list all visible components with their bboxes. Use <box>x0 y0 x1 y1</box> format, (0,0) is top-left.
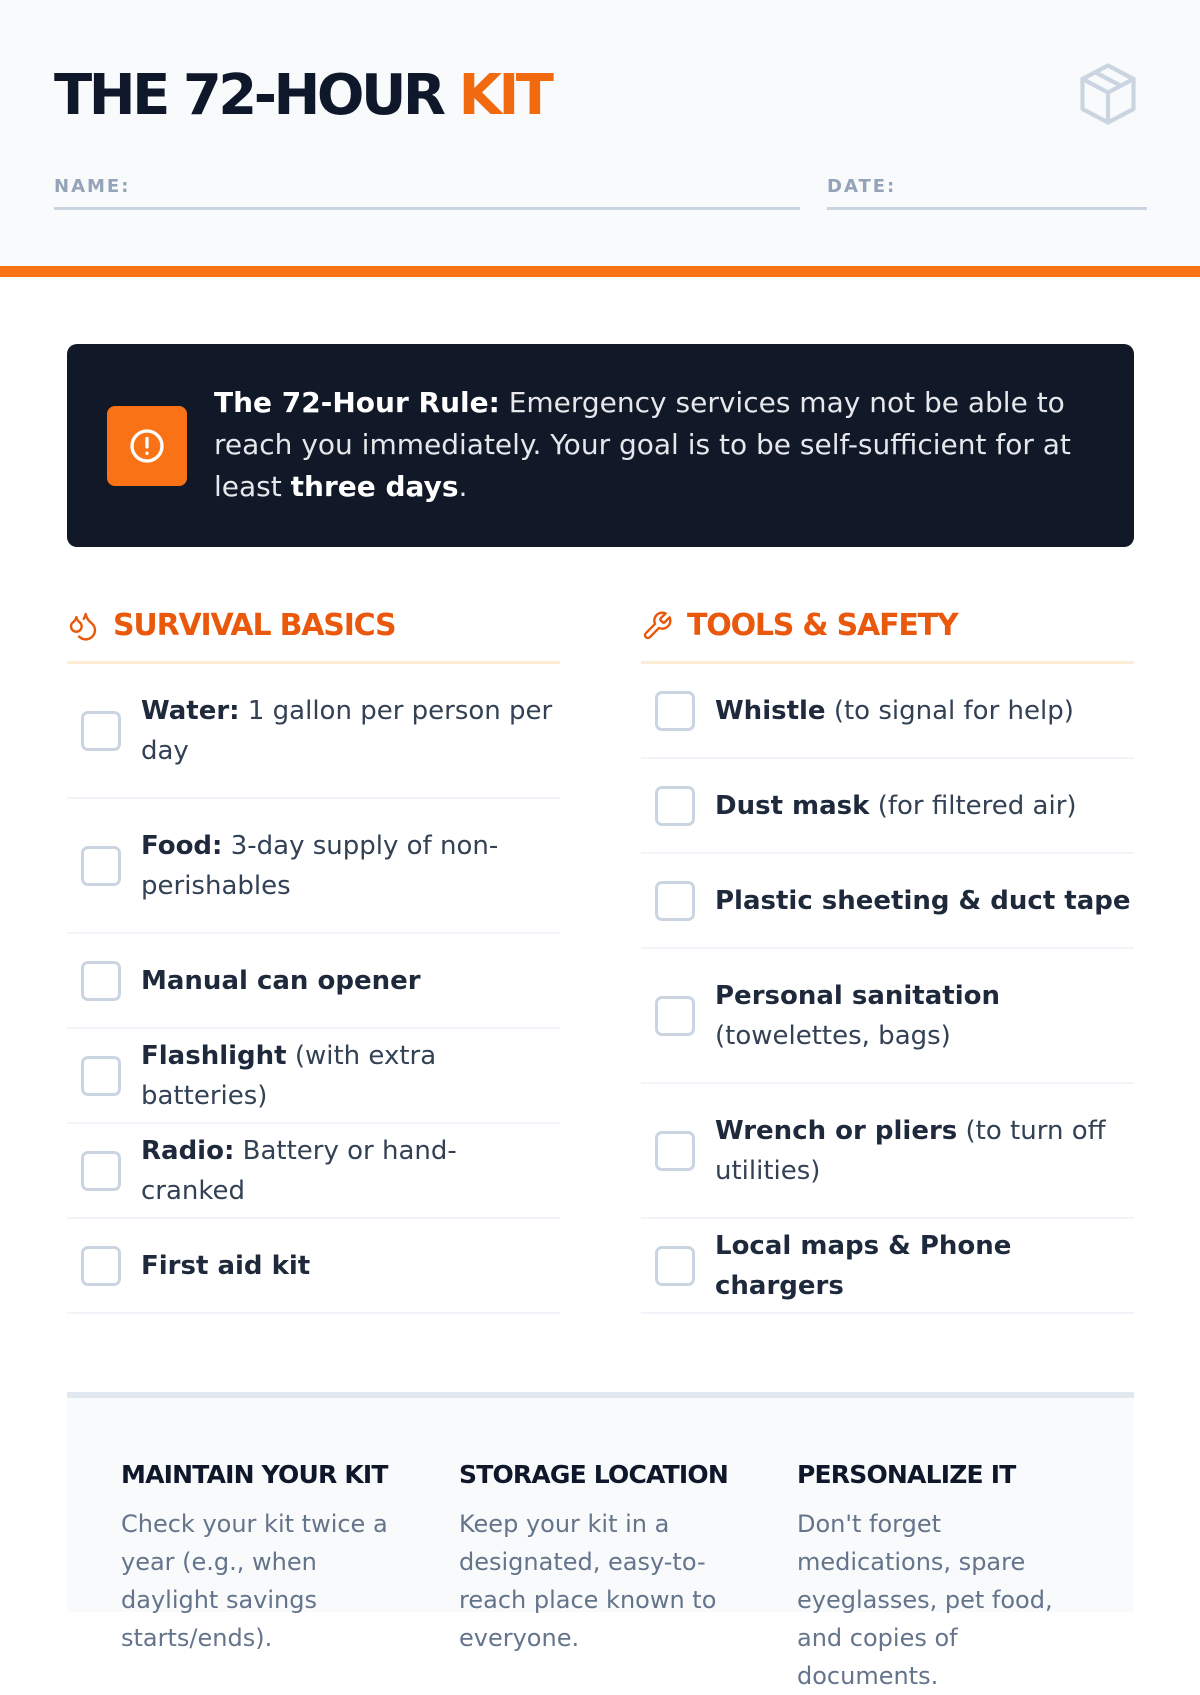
water-drops-icon <box>67 610 99 642</box>
checkbox[interactable] <box>655 691 695 731</box>
date-field[interactable] <box>827 207 1147 210</box>
alert-text <box>214 382 1094 508</box>
tip-title: MAINTAIN YOUR KIT <box>121 1460 388 1489</box>
item-detail: (to signal for help) <box>825 695 1074 726</box>
item-detail: (to turn off utilities) <box>715 1115 1106 1186</box>
item-text <box>715 691 1074 731</box>
wrench-icon <box>641 610 673 642</box>
tip-body: Don't forget medications, spare eyeglasses, pet food, and copies of documents. <box>797 1510 1053 1690</box>
checkbox[interactable] <box>655 1131 695 1171</box>
section-survival-basics <box>67 596 560 1314</box>
footer-tips <box>67 1392 1134 1690</box>
item-label: Radio: <box>141 1135 235 1166</box>
checklist-item <box>641 664 1134 759</box>
section-title: SURVIVAL BASICS <box>113 608 396 643</box>
item-label: Whistle <box>715 695 826 726</box>
tip-title: STORAGE LOCATION <box>459 1460 728 1489</box>
checkbox[interactable] <box>81 1246 121 1286</box>
checklist-item <box>641 949 1134 1084</box>
alert-badge <box>107 406 187 486</box>
item-label: Wrench or pliers <box>715 1115 958 1146</box>
header-accent-bar <box>0 266 1200 277</box>
item-detail: (with extra batteries) <box>141 1040 437 1111</box>
checkbox[interactable] <box>81 846 121 886</box>
section-tools-safety <box>641 596 1134 1314</box>
item-detail: 1 gallon per person per day <box>141 695 553 766</box>
checkbox[interactable] <box>81 1151 121 1191</box>
checklist-item <box>641 1219 1134 1314</box>
item-text <box>715 1226 1134 1306</box>
tip-title: PERSONALIZE IT <box>797 1460 1016 1489</box>
alert-lead: The 72-Hour Rule: <box>214 386 500 419</box>
item-detail: Battery or hand-cranked <box>141 1135 457 1206</box>
item-label: Water: <box>141 695 240 726</box>
checklist-item <box>67 1219 560 1314</box>
checklist-item <box>67 1124 560 1219</box>
checklist-item <box>641 1084 1134 1219</box>
item-text <box>715 1111 1134 1191</box>
checkbox[interactable] <box>655 881 695 921</box>
alert-body: Emergency services may not be able to reach you immediately. Your goal is to be self-sufficient for at least <box>214 386 1071 503</box>
item-text <box>141 961 421 1001</box>
item-label: Food: <box>141 830 223 861</box>
checkbox[interactable] <box>81 1056 121 1096</box>
item-label: Plastic sheeting & duct tape <box>715 885 1131 916</box>
box-icon <box>1072 56 1144 132</box>
item-label: Dust mask <box>715 790 870 821</box>
checklist-item <box>641 854 1134 949</box>
checklist-item <box>67 934 560 1029</box>
name-field[interactable] <box>54 207 800 210</box>
name-label: NAME: <box>54 176 131 197</box>
section-header <box>67 596 560 664</box>
item-label: Manual can opener <box>141 965 421 996</box>
checkbox[interactable] <box>655 786 695 826</box>
tip-storage <box>459 1460 749 1657</box>
page-title <box>54 56 551 136</box>
header <box>0 0 1200 266</box>
item-text <box>715 976 1134 1056</box>
section-title: TOOLS & SAFETY <box>687 608 958 643</box>
tip-maintain <box>121 1460 411 1657</box>
item-detail: 3-day supply of non-perishables <box>141 830 499 901</box>
checkbox[interactable] <box>81 961 121 1001</box>
checkbox[interactable] <box>655 996 695 1036</box>
item-label: Local maps & Phone chargers <box>715 1230 1012 1301</box>
checklist-item <box>67 1029 560 1124</box>
alert-end: . <box>458 470 468 503</box>
item-label: First aid kit <box>141 1250 311 1281</box>
section-header <box>641 596 1134 664</box>
tip-body: Check your kit twice a year (e.g., when daylight savings starts/ends). <box>121 1510 388 1652</box>
rule-callout <box>67 344 1134 547</box>
title-accent: KIT <box>458 63 551 128</box>
alert-circle-icon <box>127 426 167 466</box>
tip-personalize <box>797 1460 1087 1695</box>
item-text <box>141 1131 560 1211</box>
item-text <box>141 691 560 771</box>
item-label: Flashlight <box>141 1040 287 1071</box>
item-text <box>141 1246 310 1286</box>
item-text <box>141 1036 560 1116</box>
checkbox[interactable] <box>81 711 121 751</box>
checklist-item <box>67 799 560 934</box>
date-label: DATE: <box>827 176 897 197</box>
title-main: THE 72-HOUR <box>54 63 459 128</box>
item-text <box>715 881 1131 921</box>
item-text <box>715 786 1077 826</box>
checklist-item <box>67 664 560 799</box>
item-label: Personal sanitation <box>715 980 1000 1011</box>
alert-emphasis: three days <box>290 470 459 503</box>
checklist-item <box>641 759 1134 854</box>
item-detail: (towelettes, bags) <box>715 1020 951 1051</box>
item-text <box>141 826 560 906</box>
tip-body: Keep your kit in a designated, easy-to-reach place known to everyone. <box>459 1510 717 1652</box>
checkbox[interactable] <box>655 1246 695 1286</box>
item-detail: (for filtered air) <box>869 790 1077 821</box>
